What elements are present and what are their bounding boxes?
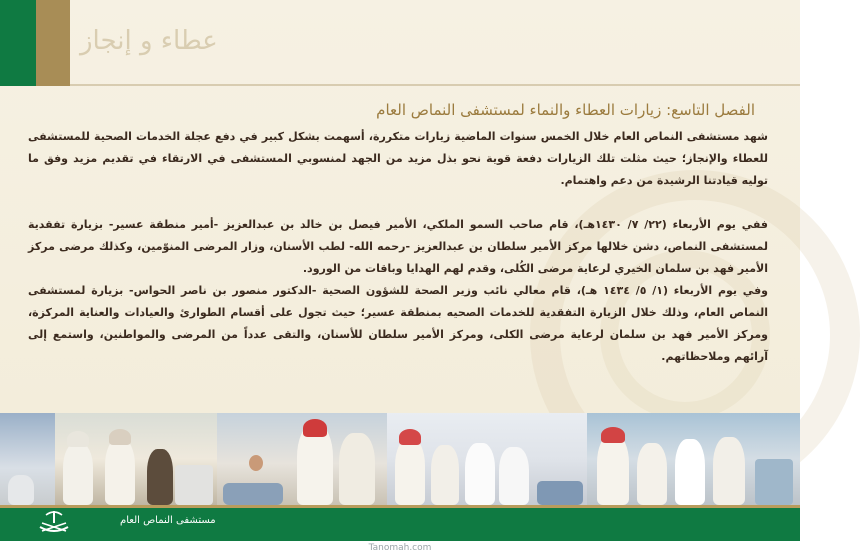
photo-strip: [0, 413, 800, 505]
patient: [249, 455, 263, 471]
photo-patient-visit: [217, 413, 387, 505]
window: [755, 459, 793, 505]
photo-corridor-visit: [587, 413, 800, 505]
person: [431, 445, 459, 505]
person-headwear: [601, 427, 625, 443]
person: [339, 433, 375, 505]
person: [147, 449, 173, 505]
paragraph-intro: شهد مستشفى النماص العام خلال الخمس سنوات الماضية زيارات متكررة، أسهمت بشكل كبير في دفع عجلة الخدمات الصحية للمستشفى للعطاء والإنجاز؛ حيث مثلت تلك الزيارات دفعة قوية نحو بذل مزيد من الجهد لمنسوبي المستشفى في الارتقاء في تقديم مزيد وفق ما توليه قيادتنا الرشيدة من دعم واهتمام.: [28, 130, 768, 187]
person-headwear: [399, 429, 421, 445]
gold-accent-block: [36, 0, 70, 86]
footer-hospital-name: مستشفى النماص العام: [120, 515, 216, 526]
top-banner: [0, 0, 800, 86]
doctor: [499, 447, 529, 505]
doctor: [465, 443, 495, 505]
body-text: [28, 126, 768, 363]
footer-stripe: [0, 505, 800, 508]
top-divider: [70, 84, 800, 86]
ministry-emblem-icon: [34, 509, 74, 537]
dialysis-machine: [175, 465, 213, 505]
person: [63, 443, 93, 505]
paragraph-visit-1434: وفي يوم الأربعاء (١/ ٥/ ١٤٣٤ هـ)، قام معالي نائب وزير الصحة للشؤون الصحية -الدكتور منصور بن ناصر الحواس- بزيارة لمستشفى النماص العام، وذلك خلال الزيارة التفقدية للخدمات الصحيه بمنطقة عسير؛ حيث تجول على أقسام الطوارئ والعيادات والعناية المركزة، ومركز الأمير فهد بن سلمان لرعاية مرضى الكلى، ومركز الأمير سلطان للأسنان، والتقى عدداً من المرضى والمواطنين، واستمع إلى آرائهم وملاحظاتهم.: [28, 284, 768, 363]
watermark-title: عطاء و إنجاز: [80, 26, 218, 56]
person: [713, 437, 745, 505]
green-accent-block: [0, 0, 36, 86]
patient-bed: [537, 481, 583, 505]
site-credit: Tanomah.com: [0, 541, 800, 556]
equipment: [8, 475, 34, 505]
patient-bed: [223, 483, 283, 505]
photo-delegation-visit: [55, 413, 217, 505]
photo-ward-visit: [387, 413, 587, 505]
photo-hospital-room: [0, 413, 55, 505]
person: [597, 435, 629, 505]
paragraph-visit-1430: ففي يوم الأربعاء (٢٢/ ٧/ ١٤٣٠هـ)، قام صاحب السمو الملكي، الأمير فيصل بن خالد بن عبدالعزيز -أمير منطقة عسير- بزيارة تفقدية لمستشفى النماص، دشن خلالها مركز الأمير سلطان بن عبدالعزيز -رحمه الله- لطب الأسنان، وزار المرضى المنوّمين، وكذلك مرضى مركز الأمير فهد بن سلمان الخيري لرعاية مرضى الكُلى، وقدم لهم الهدايا وباقات من الورود.: [28, 218, 768, 275]
person: [105, 439, 135, 505]
chapter-title: الفصل التاسع: زيارات العطاء والنماء لمستشفى النماص العام: [376, 101, 755, 119]
doctor: [675, 439, 705, 505]
person-headwear: [109, 429, 131, 445]
person-headwear: [303, 419, 327, 437]
person: [297, 425, 333, 505]
person: [395, 439, 425, 505]
person: [637, 443, 667, 505]
person-headwear: [67, 431, 89, 447]
